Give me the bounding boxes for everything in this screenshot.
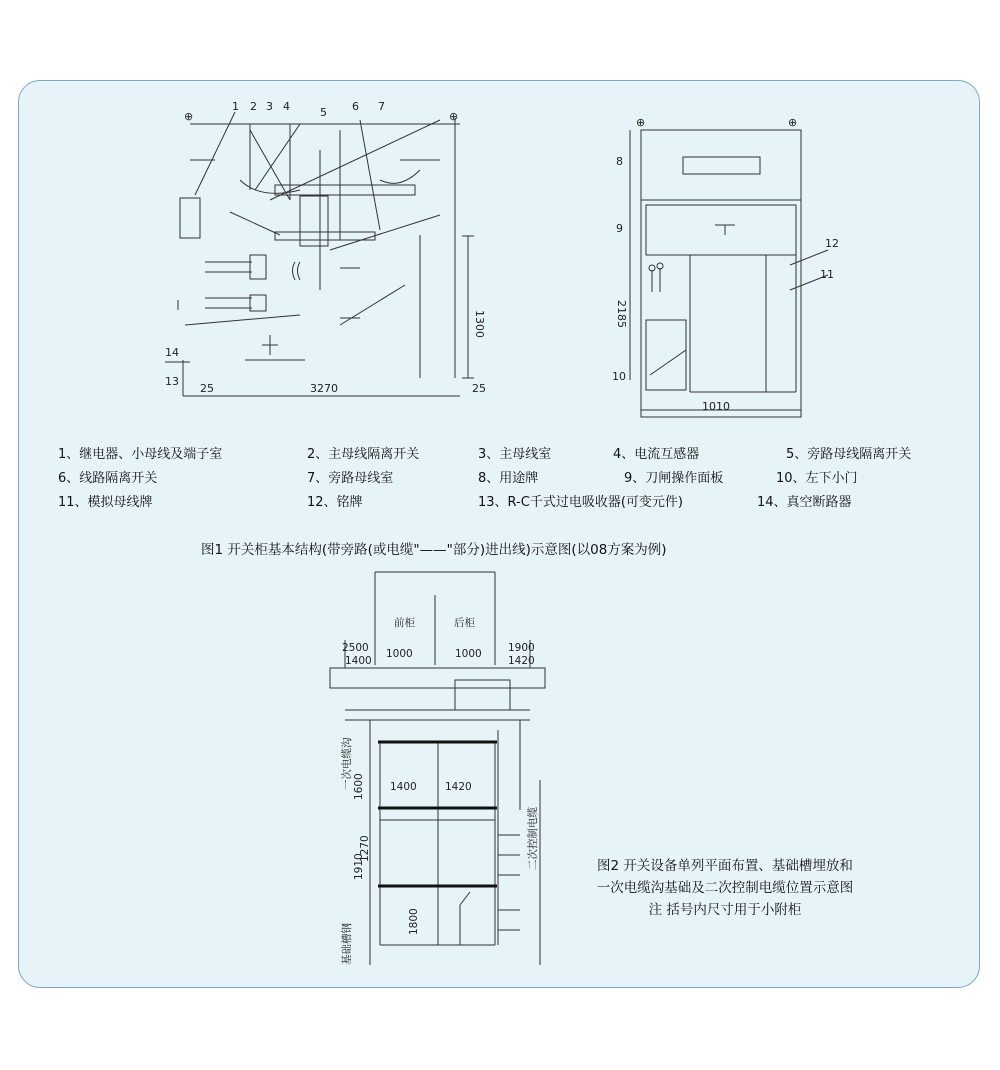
legend-item-13: 13、R-C千式过电吸收器(可变元件) bbox=[478, 495, 683, 510]
legend-item-9: 9、刀闸操作面板 bbox=[624, 471, 724, 486]
svg-text:11: 11 bbox=[820, 268, 834, 281]
svg-text:⊕: ⊕ bbox=[449, 110, 459, 123]
legend-item-4: 4、电流互感器 bbox=[613, 447, 700, 462]
legend-item-10: 10、左下小门 bbox=[776, 471, 858, 486]
svg-text:1900: 1900 bbox=[508, 642, 535, 654]
legend-item-2: 2、主母线隔离开关 bbox=[307, 447, 420, 462]
svg-text:一次电缆沟: 一次电缆沟 bbox=[341, 737, 353, 790]
svg-text:前柜: 前柜 bbox=[394, 617, 415, 629]
svg-text:二次控制电缆: 二次控制电缆 bbox=[527, 807, 539, 870]
svg-text:2: 2 bbox=[250, 100, 257, 113]
svg-text:6: 6 bbox=[352, 100, 359, 113]
svg-text:1420: 1420 bbox=[508, 655, 535, 667]
svg-text:3: 3 bbox=[266, 100, 273, 113]
svg-text:1300: 1300 bbox=[473, 310, 486, 338]
svg-text:12: 12 bbox=[825, 237, 839, 250]
legend-item-7: 7、旁路母线室 bbox=[307, 471, 394, 486]
svg-text:1910: 1910 bbox=[353, 853, 365, 880]
legend-item-8: 8、用途牌 bbox=[478, 471, 539, 486]
figure2-caption: 图2 开关设备单列平面布置、基础槽埋放和一次电缆沟基础及二次控制电缆位置示意图 注 括号内尺寸用于小附柜 bbox=[596, 858, 854, 918]
svg-text:⊕: ⊕ bbox=[636, 116, 646, 129]
svg-text:⊕: ⊕ bbox=[788, 116, 798, 129]
svg-text:7: 7 bbox=[378, 100, 385, 113]
legend-item-3: 3、主母线室 bbox=[478, 447, 552, 462]
svg-text:1400: 1400 bbox=[345, 655, 372, 667]
svg-text:基础槽钢: 基础槽钢 bbox=[341, 923, 353, 965]
legend-item-14: 14、真空断路器 bbox=[757, 495, 852, 510]
svg-text:14: 14 bbox=[165, 346, 179, 359]
figure1-caption: 图1 开关柜基本结构(带旁路(或电缆"——"部分)进出线)示意图(以08方案为例) bbox=[201, 542, 667, 558]
svg-text:1270: 1270 bbox=[359, 835, 371, 862]
svg-text:⊕: ⊕ bbox=[184, 110, 194, 123]
svg-text:后柜: 后柜 bbox=[454, 617, 475, 629]
svg-text:25: 25 bbox=[472, 382, 486, 395]
legend-item-6: 6、线路隔离开关 bbox=[58, 471, 158, 486]
legend-item-1: 1、继电器、小母线及端子室 bbox=[58, 447, 223, 462]
svg-text:1000: 1000 bbox=[386, 648, 413, 660]
legend-item-12: 12、铭牌 bbox=[307, 495, 363, 510]
svg-text:8: 8 bbox=[616, 155, 623, 168]
svg-text:5: 5 bbox=[320, 106, 327, 119]
svg-text:2500: 2500 bbox=[342, 642, 369, 654]
svg-text:13: 13 bbox=[165, 375, 179, 388]
svg-text:1: 1 bbox=[232, 100, 239, 113]
svg-text:25: 25 bbox=[200, 382, 214, 395]
svg-text:2185: 2185 bbox=[615, 300, 628, 328]
svg-text:1400: 1400 bbox=[390, 781, 417, 793]
legend-item-11: 11、模拟母线牌 bbox=[58, 495, 153, 510]
svg-text:1420: 1420 bbox=[445, 781, 472, 793]
svg-text:1600: 1600 bbox=[353, 773, 365, 800]
svg-text:4: 4 bbox=[283, 100, 290, 113]
svg-text:1000: 1000 bbox=[455, 648, 482, 660]
svg-text:3270: 3270 bbox=[310, 382, 338, 395]
svg-text:1800: 1800 bbox=[408, 908, 420, 935]
svg-text:10: 10 bbox=[612, 370, 626, 383]
svg-text:9: 9 bbox=[616, 222, 623, 235]
legend-item-5: 5、旁路母线隔离开关 bbox=[786, 447, 912, 462]
svg-text:1010: 1010 bbox=[702, 400, 730, 413]
